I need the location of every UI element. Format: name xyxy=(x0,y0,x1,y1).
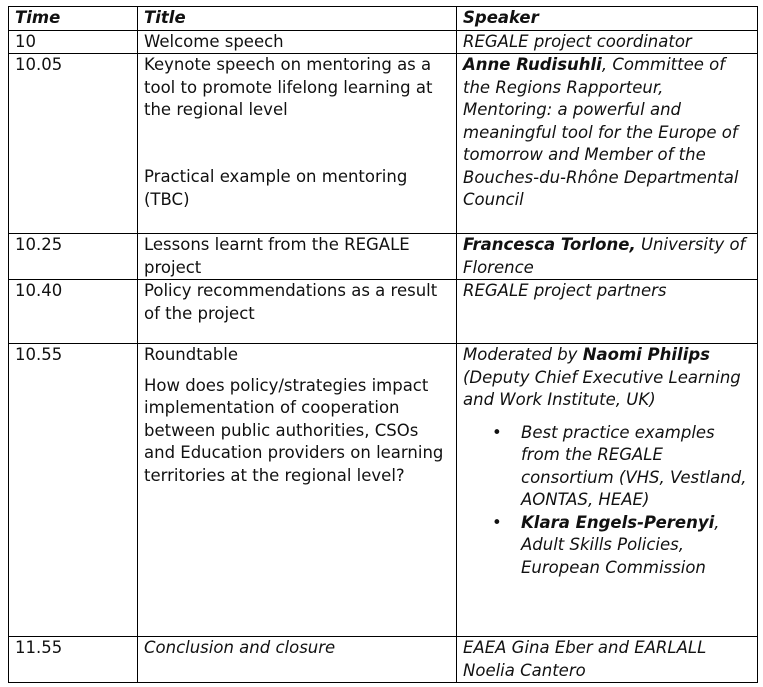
panel-list xyxy=(463,422,751,580)
row-speaker: EAEA Gina Eber and EARLALL Noelia Cantero xyxy=(457,637,758,683)
row-speaker xyxy=(457,54,758,234)
row-time: 10.05 xyxy=(9,54,138,234)
table-row xyxy=(9,30,758,54)
row-title-secondary: Practical example on mentoring (TBC) xyxy=(144,167,408,209)
row-title: Lessons learnt from the REGALE project xyxy=(138,234,457,280)
row-speaker: REGALE project coordinator xyxy=(457,30,758,54)
row-time: 10 xyxy=(9,30,138,54)
moderator: Moderated by Naomi Philips (Deputy Chief Executive Learning and Work Institute, UK) xyxy=(463,345,741,409)
table-row xyxy=(9,54,758,234)
table-row xyxy=(9,637,758,683)
row-title xyxy=(138,344,457,637)
table-row xyxy=(9,344,758,637)
row-title xyxy=(138,54,457,234)
list-item: • Best practice examples from the REGALE consortium (VHS, Vestland, AONTAS, HEAE) xyxy=(492,422,747,509)
header-speaker: Speaker xyxy=(457,7,758,31)
agenda-document xyxy=(8,6,758,683)
moderator-name: Naomi Philips xyxy=(582,345,710,364)
moderator-role: (Deputy Chief Executive Learning and Work Institute, UK) xyxy=(463,367,741,409)
row-time: 10.25 xyxy=(9,234,138,280)
speaker-role: University of Florence xyxy=(463,235,746,277)
row-speaker xyxy=(457,344,758,637)
row-time: 11.55 xyxy=(9,637,138,683)
table-row xyxy=(9,234,758,280)
row-title-main: Roundtable xyxy=(144,345,238,364)
agenda-table xyxy=(8,6,758,683)
row-title-main: Keynote speech on mentoring as a tool to promote lifelong learning at the regional level xyxy=(144,55,433,119)
speaker-name: Anne Rudisuhli xyxy=(463,55,602,74)
speaker-name: Francesca Torlone, xyxy=(463,235,636,254)
speaker-role: , Committee of the Regions Rapporteur, Mentoring: a powerful and meaningful tool for the Europe of tomorrow and Member of the Bouches-du-Rhône Departmental Council xyxy=(463,55,739,209)
list-item: • Klara Engels-Perenyi, Adult Skills Policies, European Commission xyxy=(492,512,720,577)
table-header-row xyxy=(9,7,758,31)
row-time: 10.40 xyxy=(9,280,138,344)
row-title: Welcome speech xyxy=(138,30,457,54)
header-time: Time xyxy=(9,7,138,31)
row-title-secondary: How does policy/strategies impact implementation of cooperation between public authorities, CSOs and Education providers on learning territories at the regional level? xyxy=(144,375,444,485)
row-time: 10.55 xyxy=(9,344,138,637)
row-speaker xyxy=(457,234,758,280)
row-title: Policy recommendations as a result of the project xyxy=(138,280,457,344)
table-row xyxy=(9,280,758,344)
header-title: Title xyxy=(138,7,457,31)
row-title: Conclusion and closure xyxy=(138,637,457,683)
row-speaker: REGALE project partners xyxy=(457,280,758,344)
